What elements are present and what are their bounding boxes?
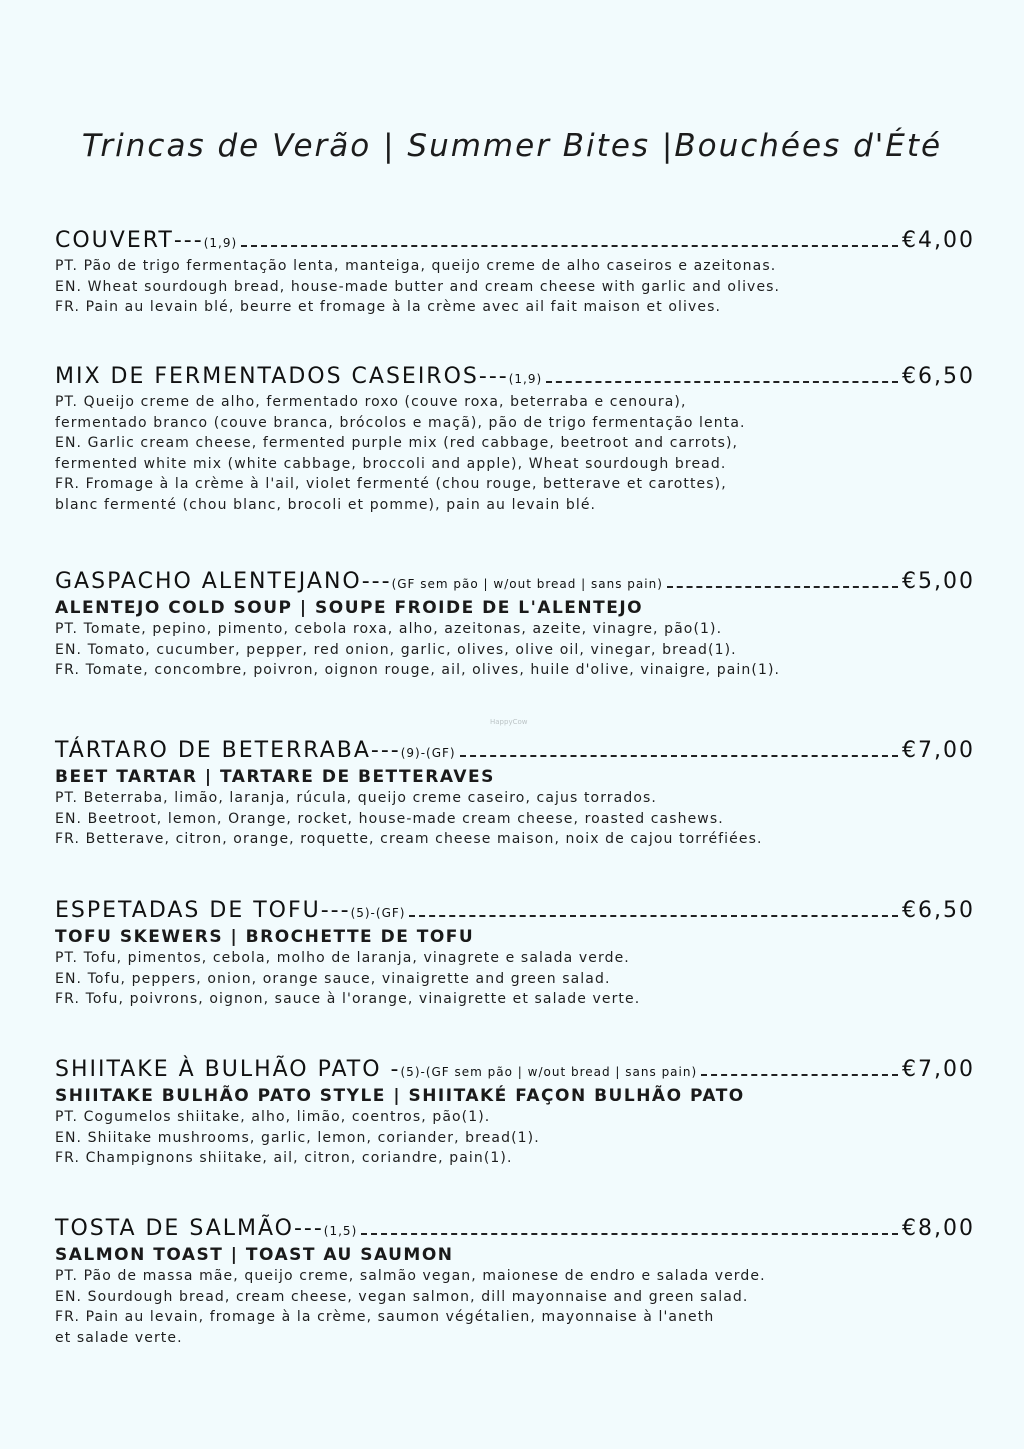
desc-line: EN. Tomato, cucumber, pepper, red onion, garlic, olives, olive oil, vinegar, bread(1). xyxy=(55,641,737,658)
item-price: €7,00 xyxy=(902,1057,975,1082)
item-name: TÁRTARO DE BETERRABA xyxy=(55,738,371,763)
desc-line: fermentado branco (couve branca, brócolos e maçã), pão de trigo fermentação lenta. xyxy=(55,414,746,431)
item-header xyxy=(55,1057,975,1085)
leader-dots xyxy=(667,584,898,588)
desc-line: FR. Fromage à la crème à l'ail, violet fermenté (chou rouge, betterave et carottes), xyxy=(55,476,727,492)
desc-line: PT. Tofu, pimentos, cebola, molho de laranja, vinagrete e salada verde. xyxy=(55,950,630,966)
allergen-tag: (9)-(GF) xyxy=(400,746,456,760)
item-subtitle: SHIITAKE BULHÃO PATO STYLE | SHIITAKÉ FAÇON BULHÃO PATO xyxy=(55,1086,745,1106)
item-price: €5,00 xyxy=(902,569,975,594)
item-name: GASPACHO ALENTEJANO xyxy=(55,569,362,594)
leader-dots xyxy=(361,1231,898,1235)
item-subtitle: BEET TARTAR | TARTARE DE BETTERAVES xyxy=(55,767,495,787)
desc-line: FR. Pain au levain blé, beurre et fromage à la crème avec ail fait maison et olives. xyxy=(55,299,722,315)
allergen-tag: (5)-(GF) xyxy=(350,906,406,920)
desc-line: PT. Beterraba, limão, laranja, rúcula, queijo creme caseiro, cajus torrados. xyxy=(55,790,657,806)
leader-dash: --- xyxy=(478,364,509,389)
item-header xyxy=(55,1216,975,1244)
desc-line: EN. Shiitake mushrooms, garlic, lemon, coriander, bread(1). xyxy=(55,1129,540,1146)
desc-line: fermented white mix (white cabbage, broccoli and apple), Wheat sourdough bread. xyxy=(55,455,727,472)
desc-line: EN. Beetroot, lemon, Orange, rocket, house-made cream cheese, roasted cashews. xyxy=(55,810,724,827)
allergen-tag: (1,9) xyxy=(508,372,543,386)
menu-item-couvert xyxy=(55,228,975,318)
leader-dash: --- xyxy=(361,569,392,594)
desc-line: FR. Tofu, poivrons, oignon, sauce à l'orange, vinaigrette et salade verte. xyxy=(55,991,641,1007)
item-price: €6,50 xyxy=(902,364,975,389)
menu-item-shiitake xyxy=(55,1057,975,1169)
item-header xyxy=(55,364,975,392)
item-name: MIX DE FERMENTADOS CASEIROS xyxy=(55,364,479,389)
allergen-tag: (5)-(GF sem pão | w/out bread | sans pain) xyxy=(400,1065,698,1079)
item-price: €7,00 xyxy=(902,738,975,763)
menu-item-tartaro xyxy=(55,738,975,850)
desc-line: blanc fermenté (chou blanc, brocoli et pomme), pain au levain blé. xyxy=(55,496,597,513)
item-subtitle: SALMON TOAST | TOAST AU SAUMON xyxy=(55,1245,454,1265)
menu-item-espetadas xyxy=(55,898,975,1010)
item-subtitle: TOFU SKEWERS | BROCHETTE DE TOFU xyxy=(55,927,475,947)
desc-line: PT. Cogumelos shiitake, alho, limão, coentros, pão(1). xyxy=(55,1109,491,1125)
item-price: €4,00 xyxy=(902,228,975,253)
leader-dash: --- xyxy=(370,738,401,763)
watermark-text: HappyCow xyxy=(490,718,528,726)
allergen-tag: (1,9) xyxy=(203,236,238,250)
menu-title: Trincas de Verão | Summer Bites |Bouchées d'Été xyxy=(81,128,943,164)
item-price: €8,00 xyxy=(902,1216,975,1241)
desc-line: et salade verte. xyxy=(55,1329,183,1346)
desc-line: FR. Champignons shiitake, ail, citron, coriandre, pain(1). xyxy=(55,1150,513,1166)
item-name: SHIITAKE À BULHÃO PATO xyxy=(55,1057,382,1082)
desc-line: PT. Pão de massa mãe, queijo creme, salmão vegan, maionese de endro e salada verde. xyxy=(55,1268,766,1284)
leader-dash: --- xyxy=(293,1216,324,1241)
item-name: ESPETADAS DE TOFU xyxy=(55,898,321,923)
item-subtitle: ALENTEJO COLD SOUP | SOUPE FROIDE DE L'ALENTEJO xyxy=(55,598,644,618)
leader-dash: --- xyxy=(320,898,351,923)
desc-line: EN. Sourdough bread, cream cheese, vegan salmon, dill mayonnaise and green salad. xyxy=(55,1288,749,1305)
desc-line: EN. Tofu, peppers, onion, orange sauce, vinaigrette and green salad. xyxy=(55,970,611,987)
menu-item-tosta-salmao xyxy=(55,1216,975,1348)
desc-line: FR. Betterave, citron, orange, roquette, cream cheese maison, noix de cajou torréfiées. xyxy=(55,831,763,847)
leader-dots xyxy=(546,379,898,383)
desc-line: EN. Garlic cream cheese, fermented purple mix (red cabbage, beetroot and carrots), xyxy=(55,435,739,451)
item-name: TOSTA DE SALMÃO xyxy=(55,1216,294,1241)
allergen-tag: (GF sem pão | w/out bread | sans pain) xyxy=(391,577,663,591)
desc-line: FR. Pain au levain, fromage à la crème, saumon végétalien, mayonnaise à l'aneth xyxy=(55,1309,715,1325)
leader-dots xyxy=(241,243,898,247)
leader-dash: --- xyxy=(173,228,204,253)
allergen-tag: (1,5) xyxy=(323,1224,358,1238)
leader-dots xyxy=(460,753,898,757)
desc-line: PT. Pão de trigo fermentação lenta, manteiga, queijo creme de alho caseiros e azeitonas. xyxy=(55,258,777,274)
item-header xyxy=(55,228,975,256)
item-header xyxy=(55,898,975,926)
leader-dots xyxy=(701,1072,898,1076)
item-price: €6,50 xyxy=(902,898,975,923)
desc-line: PT. Queijo creme de alho, fermentado roxo (couve roxa, beterraba e cenoura), xyxy=(55,394,687,410)
desc-line: FR. Tomate, concombre, poivron, oignon rouge, ail, olives, huile d'olive, vinaigre, pain(1). xyxy=(55,662,781,678)
item-header xyxy=(55,738,975,766)
leader-dash: - xyxy=(381,1057,401,1082)
desc-line: PT. Tomate, pepino, pimento, cebola roxa, alho, azeitonas, azeite, vinagre, pão(1). xyxy=(55,621,723,637)
desc-line: EN. Wheat sourdough bread, house-made butter and cream cheese with garlic and olives. xyxy=(55,278,781,295)
item-header xyxy=(55,569,975,597)
menu-item-gaspacho xyxy=(55,569,975,681)
menu-item-fermentados xyxy=(55,364,975,515)
item-name: COUVERT xyxy=(55,228,174,253)
leader-dots xyxy=(409,913,898,917)
